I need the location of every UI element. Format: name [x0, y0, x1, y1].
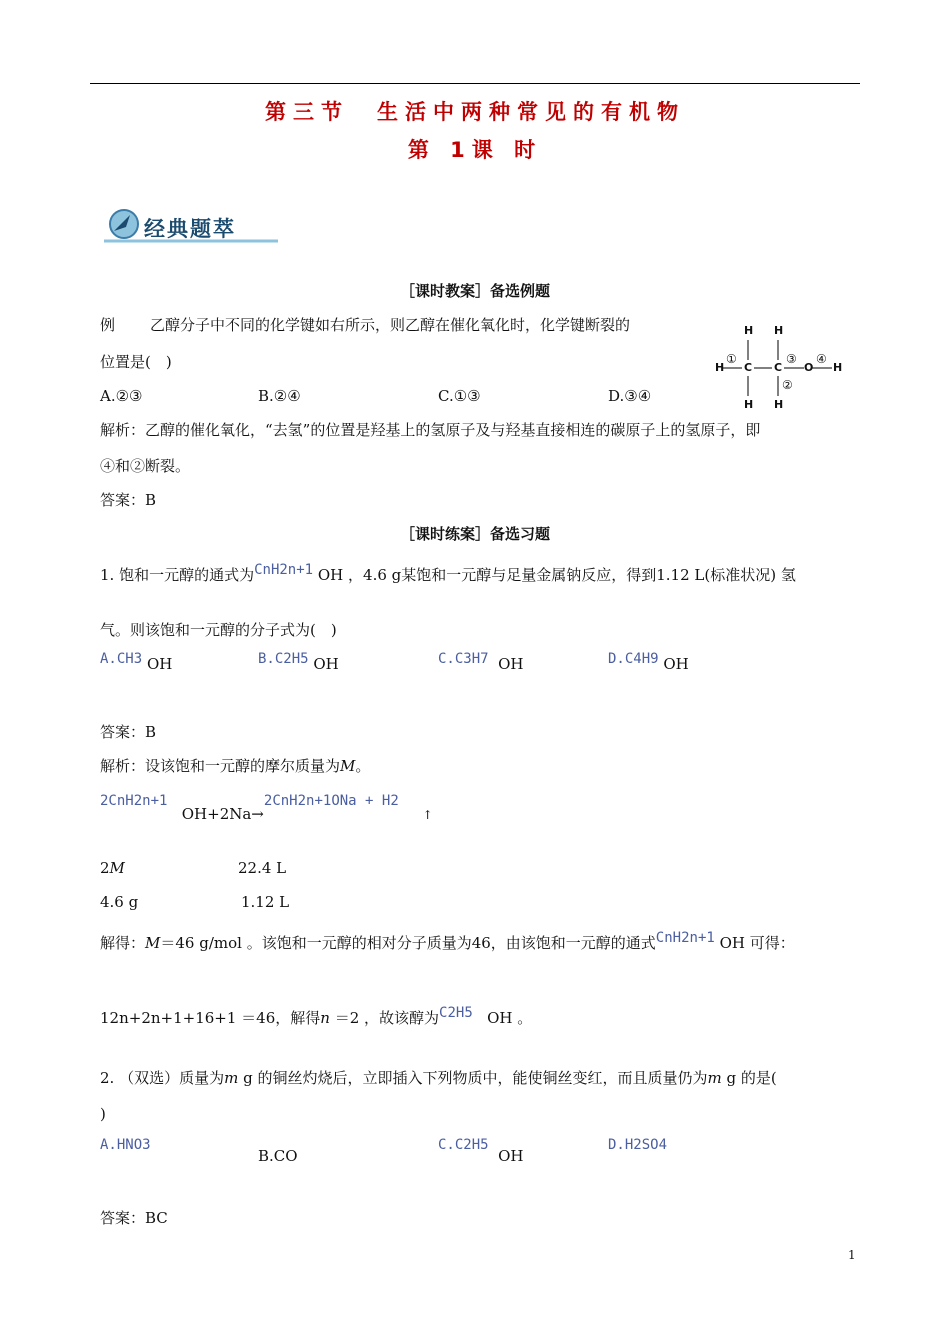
analysis-line-1: 解析：乙醇的催化氧化，“去氢”的位置是羟基上的氢原子及与羟基直接相连的碳原子上的氢原子，即: [100, 421, 761, 439]
bond-label-2: ②: [782, 378, 793, 392]
option-a: A.②③: [100, 387, 143, 405]
q1-option-c-tail: OH: [498, 655, 524, 673]
answer-1: 答案：B: [100, 491, 157, 509]
q1-eq2-var: n: [320, 1009, 330, 1027]
example-text-2: 位置是( ): [100, 353, 172, 371]
q1-option-b-letter: B.: [258, 651, 275, 667]
bond-label-1: ①: [726, 352, 737, 366]
q1-row2-a: 4.6 g: [100, 893, 139, 911]
q1-solve-tail: OH 可得：: [719, 934, 795, 952]
q2-option-d: [608, 1137, 668, 1161]
q1-line-2: 气。则该饱和一元醇的分子式为( ): [100, 621, 337, 639]
q1-option-d: [608, 651, 689, 675]
q2-option-b: B.CO: [258, 1147, 298, 1165]
q2-option-c-formula: C2H5: [454, 1137, 489, 1153]
q1-formula: CnH2n+1: [254, 562, 314, 578]
bond-label-3: ③: [786, 352, 797, 366]
q2-option-d-formula: H2SO4: [624, 1137, 668, 1153]
ethanol-structure-diagram: [712, 322, 852, 416]
option-d: D.③④: [608, 387, 652, 405]
q2-line1-var2: m: [707, 1069, 722, 1087]
q1-solve-formula: CnH2n+1: [655, 930, 715, 946]
q1-option-a-formula: CH3: [116, 651, 143, 667]
q1-analysis-var: M: [340, 757, 356, 775]
q1-eq2-end: OH 。: [487, 1009, 533, 1027]
q1-row1-a-var: M: [109, 859, 125, 877]
q1-option-a: [100, 651, 173, 675]
q1-solve-prefix: 解得：: [100, 934, 146, 952]
q2-option-c: [438, 1137, 524, 1165]
q1-eq-left: 2CnH2n+1: [100, 793, 168, 809]
q1-analysis-text: 解析：设该饱和一元醇的摩尔质量为: [100, 757, 341, 775]
q2-option-d-letter: D.: [608, 1137, 625, 1153]
q1-eq2-tail: ＝2 ，故该醇为: [329, 1009, 440, 1027]
section1-heading: ［课时教案］备选例题: [399, 282, 550, 300]
atom-h-bottom-right: H: [774, 398, 784, 411]
q2-line1-end: g 的是(: [721, 1069, 777, 1087]
q1-answer: 答案：B: [100, 723, 157, 741]
q1-solve-line: [100, 930, 795, 954]
q1-option-c-formula: C3H7: [454, 651, 489, 667]
q1-option-c-letter: C.: [438, 651, 455, 667]
section-banner: [100, 205, 280, 245]
banner-label: 经典题萃: [144, 217, 236, 241]
q1-solve-var: M: [145, 934, 161, 952]
q1-row2-b: 1.12 L: [241, 893, 290, 911]
q2-line1-var: m: [224, 1069, 239, 1087]
q2-option-a-letter: A.: [100, 1137, 117, 1153]
q2-answer: 答案：BC: [100, 1209, 168, 1227]
q1-eq2-formula: C2H5: [439, 1005, 473, 1021]
q1-eq2-line: [100, 1005, 533, 1029]
q1-option-a-tail: OH: [146, 655, 173, 673]
bond-label-4: ④: [816, 352, 827, 366]
q2-option-a-formula: HNO3: [116, 1137, 151, 1153]
q1-row1-b: 22.4 L: [238, 859, 287, 877]
page-subtitle: 第 1课 时: [407, 138, 543, 162]
example-tag: 例: [100, 316, 116, 334]
q1-row1-a-num: 2: [100, 859, 110, 877]
atom-c1: C: [744, 361, 753, 374]
option-c: C.①③: [438, 387, 481, 405]
option-b: B.②④: [258, 387, 301, 405]
q2-line1-mid: g 的铜丝灼烧后，立即插入下列物质中，能使铜丝变红，而且质量仍为: [238, 1069, 708, 1087]
q2-option-c-letter: C.: [438, 1137, 455, 1153]
q1-option-d-formula: C4H9: [624, 651, 659, 667]
q1-option-d-tail: OH: [663, 655, 689, 673]
analysis-line-2: ④和②断裂。: [100, 457, 191, 475]
q1-analysis: [100, 756, 370, 776]
atom-h-top-right: H: [774, 324, 784, 337]
q1-eq2-text: 12n+2n+1+16+1 ＝46，解得: [100, 1009, 321, 1027]
q1-equation: [100, 792, 433, 823]
page-title: 第三节 生活中两种常见的有机物: [265, 100, 685, 124]
q2-option-c-tail: OH: [498, 1147, 524, 1165]
q1-option-d-letter: D.: [608, 651, 625, 667]
q1-row1-a: [100, 858, 125, 878]
atom-h-right: H: [833, 361, 843, 374]
q1-solve-text: ＝46 g/mol 。该饱和一元醇的相对分子质量为46，由该饱和一元醇的通式: [160, 934, 656, 952]
header-rule: [90, 83, 860, 84]
q2-line1-text: 2. （双选）质量为: [100, 1069, 225, 1087]
atom-h-bottom-left: H: [744, 398, 754, 411]
q1-option-a-letter: A.: [100, 651, 117, 667]
q1-analysis-end: 。: [355, 757, 371, 775]
page-number: 1: [848, 1248, 856, 1262]
section2-heading: ［课时练案］备选习题: [399, 525, 550, 543]
q1-option-b: [258, 651, 339, 675]
q1-eq-mid: OH+2Na→: [181, 805, 264, 823]
q2-line-2: ): [100, 1105, 106, 1123]
q1-line-1: [100, 562, 796, 586]
q1-option-b-tail: OH: [313, 655, 339, 673]
example-text: 乙醇分子中不同的化学键如右所示，则乙醇在催化氧化时，化学键断裂的: [150, 316, 631, 334]
atom-h-top-left: H: [744, 324, 754, 337]
atom-o: O: [804, 361, 814, 374]
q1-suffix: OH ，4.6 g某饱和一元醇与足量金属钠反应，得到1.12 L(标准状况) 氢: [313, 566, 796, 584]
q1-eq-right: 2CnH2n+1ONa + H2: [263, 793, 399, 809]
atom-h-left: H: [715, 361, 725, 374]
q1-option-b-formula: C2H5: [274, 651, 309, 667]
q1-prefix: 1. 饱和一元醇的通式为: [100, 566, 255, 584]
q2-line-1: [100, 1068, 777, 1088]
q2-option-a: [100, 1137, 151, 1161]
q1-eq-arrow: ↑: [422, 808, 433, 822]
q1-option-c: [438, 651, 524, 675]
atom-c2: C: [774, 361, 783, 374]
